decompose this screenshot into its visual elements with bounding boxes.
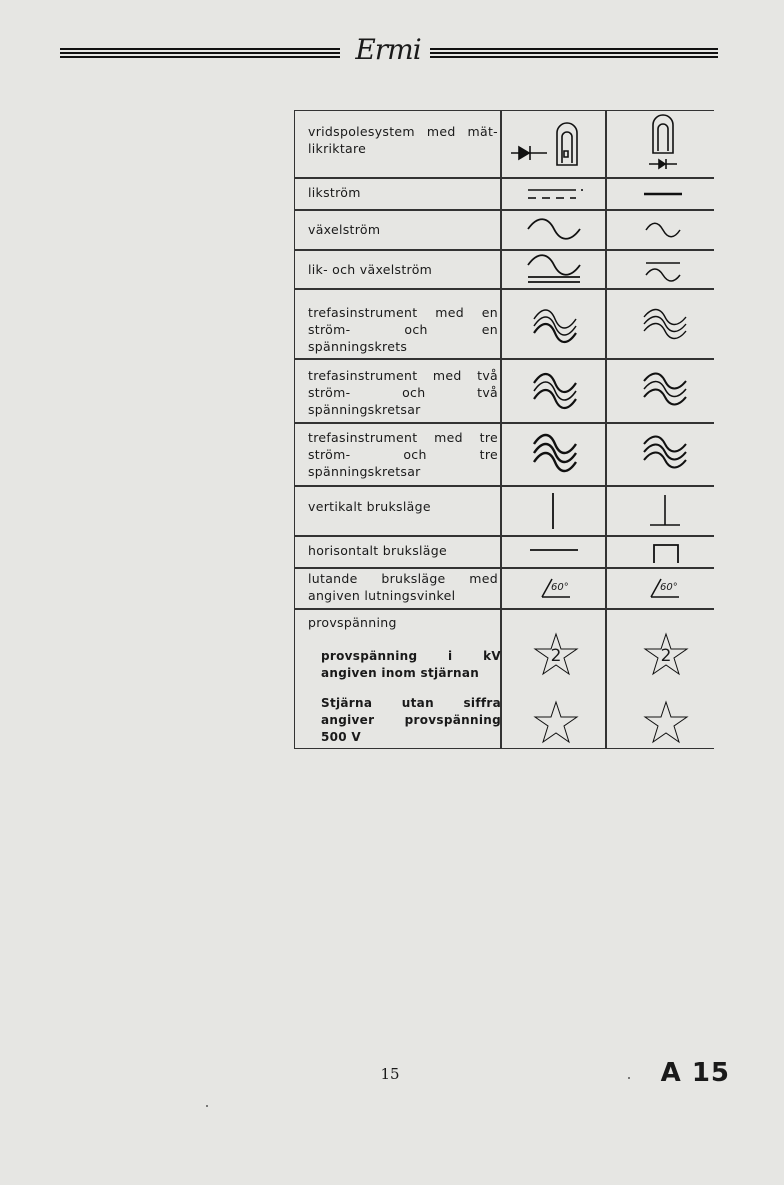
section-code: A 15 [660, 1058, 730, 1088]
star-value: 2 [550, 646, 562, 666]
angle-value: 60° [551, 582, 569, 593]
row-divider [295, 608, 714, 610]
direct-current-icon [520, 181, 590, 207]
moving-coil-rectifier-icon [625, 115, 705, 175]
angle-value: 60° [660, 582, 678, 593]
row-divider [295, 567, 714, 569]
row-label-test-voltage-kv: provspänning i kV angiven inom stjärnan [321, 649, 501, 680]
empty-star-icon [641, 699, 691, 747]
brand-logo: Ermi [355, 33, 421, 66]
vertical-position-icon [630, 489, 700, 533]
three-phase-three-elements-icon [630, 424, 700, 484]
header-rule-right [430, 48, 718, 60]
row-label-three-phase-three: trefasinstrument med tre ström- och tre spänningskretsar [308, 430, 498, 479]
row-label-three-phase-one: trefasinstrument med en ström- och en spänningskrets [308, 305, 498, 354]
row-label-moving-coil-rectifier: vridspolesystem med mät-likriktare [308, 124, 498, 156]
row-divider [295, 485, 714, 487]
row-label-inclined-position: lutande bruksläge med angiven lutningsvinkel [308, 571, 498, 603]
horizontal-position-icon [630, 537, 700, 565]
three-phase-one-element-icon [520, 293, 590, 355]
dc-and-ac-icon [520, 251, 590, 287]
star-value: 2 [660, 646, 672, 666]
direct-current-icon [630, 181, 700, 207]
print-speck [628, 1077, 630, 1079]
row-divider [295, 288, 714, 290]
empty-star-icon [531, 699, 581, 747]
alternating-current-icon [630, 213, 700, 247]
symbol-table [294, 110, 714, 749]
page-number: 15 [380, 1065, 400, 1083]
vertical-position-icon [520, 489, 590, 533]
header-rule-left [60, 48, 340, 60]
row-label-test-voltage: provspänning [308, 615, 397, 630]
rectifier-moving-coil-icon [507, 115, 601, 175]
test-voltage-star-icon [641, 631, 691, 679]
three-phase-two-elements-icon [630, 361, 700, 421]
row-label-direct-current: likström [308, 185, 361, 200]
row-label-three-phase-two: trefasinstrument med två ström- och två spänningskretsar [308, 368, 498, 417]
print-speck [206, 1105, 208, 1107]
alternating-current-icon [520, 213, 590, 247]
row-label-alternating-current: växelström [308, 222, 381, 237]
row-divider [295, 177, 714, 179]
row-divider [295, 358, 714, 360]
column-divider [605, 111, 607, 748]
dc-and-ac-icon [630, 251, 700, 287]
inclined-position-icon [540, 573, 580, 603]
horizontal-position-icon [520, 537, 590, 565]
test-voltage-star-icon [531, 631, 581, 679]
three-phase-three-elements-icon [520, 424, 590, 484]
row-label-dc-and-ac: lik- och växelström [308, 262, 433, 277]
row-label-star-500v: Stjärna utan siffra angiver provspänning 500 V [321, 696, 501, 744]
row-label-vertical-position: vertikalt bruksläge [308, 499, 431, 514]
row-divider [295, 209, 714, 211]
three-phase-one-element-icon [630, 293, 700, 355]
inclined-position-icon [649, 573, 689, 603]
row-label-horizontal-position: horisontalt bruksläge [308, 543, 447, 558]
three-phase-two-elements-icon [520, 361, 590, 421]
